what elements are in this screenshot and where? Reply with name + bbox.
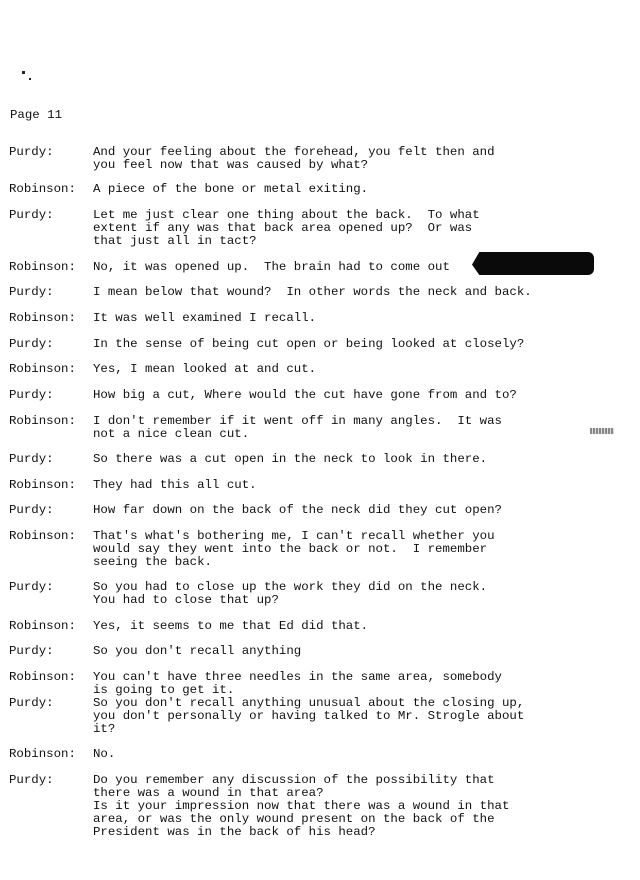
transcript-entry — [9, 363, 316, 376]
speech-line: I don't remember if it went off in many angles. It was — [93, 414, 502, 428]
transcript-entry — [9, 389, 517, 402]
transcript-entry — [9, 504, 502, 517]
speaker-label: Purdy: — [9, 696, 54, 710]
speaker-label: Robinson: — [9, 414, 76, 428]
speech-text — [93, 645, 301, 658]
speaker-label: Purdy: — [9, 145, 54, 159]
speech-line: No. — [93, 747, 116, 761]
speaker-label: Robinson: — [9, 362, 76, 376]
speech-line: you feel now that was caused by what? — [93, 158, 369, 172]
speech-line: that just all in tact? — [93, 234, 257, 248]
transcript-entry — [9, 415, 502, 441]
speaker-label: Purdy: — [9, 208, 54, 222]
speech-line: Yes, it seems to me that Ed did that. — [93, 619, 369, 633]
speech-line: is going to get it. — [93, 683, 235, 697]
speaker-label: Purdy: — [9, 452, 54, 466]
speech-line: seeing the back. — [93, 555, 212, 569]
speech-line: You can't have three needles in the same area, somebody — [93, 670, 502, 684]
transcript-entry — [9, 286, 532, 299]
speech-text — [93, 146, 495, 172]
speaker-label: Purdy: — [9, 503, 54, 517]
speech-line: area, or was the only wound present on the back of the — [93, 812, 495, 826]
speech-text — [93, 530, 495, 569]
transcript-entry — [9, 671, 502, 697]
speech-text — [93, 453, 487, 466]
speech-text — [93, 581, 487, 607]
scan-speck — [29, 78, 31, 80]
speaker-label: Robinson: — [9, 478, 76, 492]
transcript-entry — [9, 146, 495, 172]
transcript-entry — [9, 581, 487, 607]
speech-text — [93, 415, 502, 441]
transcript-entry — [9, 479, 257, 492]
speech-line: You had to close that up? — [93, 593, 279, 607]
speech-line: Let me just clear one thing about the back. To what — [93, 208, 480, 222]
speech-line: So you had to close up the work they did on the neck. — [93, 580, 488, 594]
transcript-entry — [9, 774, 509, 839]
transcript-entry — [9, 697, 524, 736]
speech-line: No, it was opened up. The brain had to come out — [93, 260, 450, 274]
speech-line: would say they went into the back or not. I remember — [93, 542, 488, 556]
speaker-label: Robinson: — [9, 529, 76, 543]
speech-line: So you don't recall anything — [93, 644, 302, 658]
speech-text — [93, 774, 509, 839]
speech-text — [93, 671, 502, 697]
speaker-label: Robinson: — [9, 619, 76, 633]
speech-line: So you don't recall anything unusual about the closing up, — [93, 696, 525, 710]
speech-line: It was well examined I recall. — [93, 311, 317, 325]
speaker-label: Purdy: — [9, 644, 54, 658]
transcript-entry — [9, 748, 115, 761]
speech-line: And your feeling about the forehead, you felt then and — [93, 145, 495, 159]
transcript-entry — [9, 312, 316, 325]
speech-text — [93, 697, 524, 736]
speaker-label: Purdy: — [9, 337, 54, 351]
speech-line: A piece of the bone or metal exiting. — [93, 182, 369, 196]
speaker-label: Robinson: — [9, 182, 76, 196]
speech-line: Is it your impression now that there was a wound in that — [93, 799, 510, 813]
speech-line: They had this all cut. — [93, 478, 257, 492]
speech-line: So there was a cut open in the neck to look in there. — [93, 452, 488, 466]
speech-text — [93, 312, 316, 325]
margin-scribble — [590, 428, 614, 434]
speaker-label: Robinson: — [9, 260, 76, 274]
transcript-entry — [9, 338, 524, 351]
transcript-entry — [9, 453, 487, 466]
speaker-label: Robinson: — [9, 670, 76, 684]
transcript-entry — [9, 209, 480, 248]
speech-line: you don't personally or having talked to Mr. Strogle about — [93, 709, 525, 723]
redaction-mark — [472, 252, 594, 275]
transcript-entry — [9, 261, 450, 274]
speech-text — [93, 504, 502, 517]
speech-line: there was a wound in that area? — [93, 786, 324, 800]
speech-line: extent if any was that back area opened up? Or was — [93, 221, 473, 235]
speech-line: How far down on the back of the neck did they cut open? — [93, 503, 502, 517]
speech-text — [93, 363, 316, 376]
speech-text — [93, 748, 115, 761]
speaker-label: Purdy: — [9, 773, 54, 787]
speech-line: In the sense of being cut open or being looked at closely? — [93, 337, 525, 351]
speaker-label: Purdy: — [9, 388, 54, 402]
speech-text — [93, 286, 532, 299]
speech-line: How big a cut, Where would the cut have gone from and to? — [93, 388, 517, 402]
speech-text — [93, 183, 368, 196]
transcript-entry — [9, 530, 495, 569]
speech-line: not a nice clean cut. — [93, 427, 250, 441]
speech-line: Yes, I mean looked at and cut. — [93, 362, 317, 376]
speech-text — [93, 479, 257, 492]
speech-text — [93, 338, 524, 351]
speaker-label: Robinson: — [9, 747, 76, 761]
speech-text — [93, 261, 450, 274]
speech-line: Do you remember any discussion of the possibility that — [93, 773, 495, 787]
transcript-entry — [9, 620, 368, 633]
page-number: Page 11 — [10, 108, 63, 122]
speech-line: it? — [93, 722, 116, 736]
transcript-entry — [9, 645, 301, 658]
speaker-label: Purdy: — [9, 285, 54, 299]
transcript-entry — [9, 183, 368, 196]
speech-text — [93, 620, 368, 633]
speech-text — [93, 389, 517, 402]
speech-line: I mean below that wound? In other words the neck and back. — [93, 285, 532, 299]
speaker-label: Purdy: — [9, 580, 54, 594]
scan-speck — [22, 71, 25, 74]
speech-line: President was in the back of his head? — [93, 825, 376, 839]
speaker-label: Robinson: — [9, 311, 76, 325]
speech-line: That's what's bothering me, I can't recall whether you — [93, 529, 495, 543]
speech-text — [93, 209, 480, 248]
